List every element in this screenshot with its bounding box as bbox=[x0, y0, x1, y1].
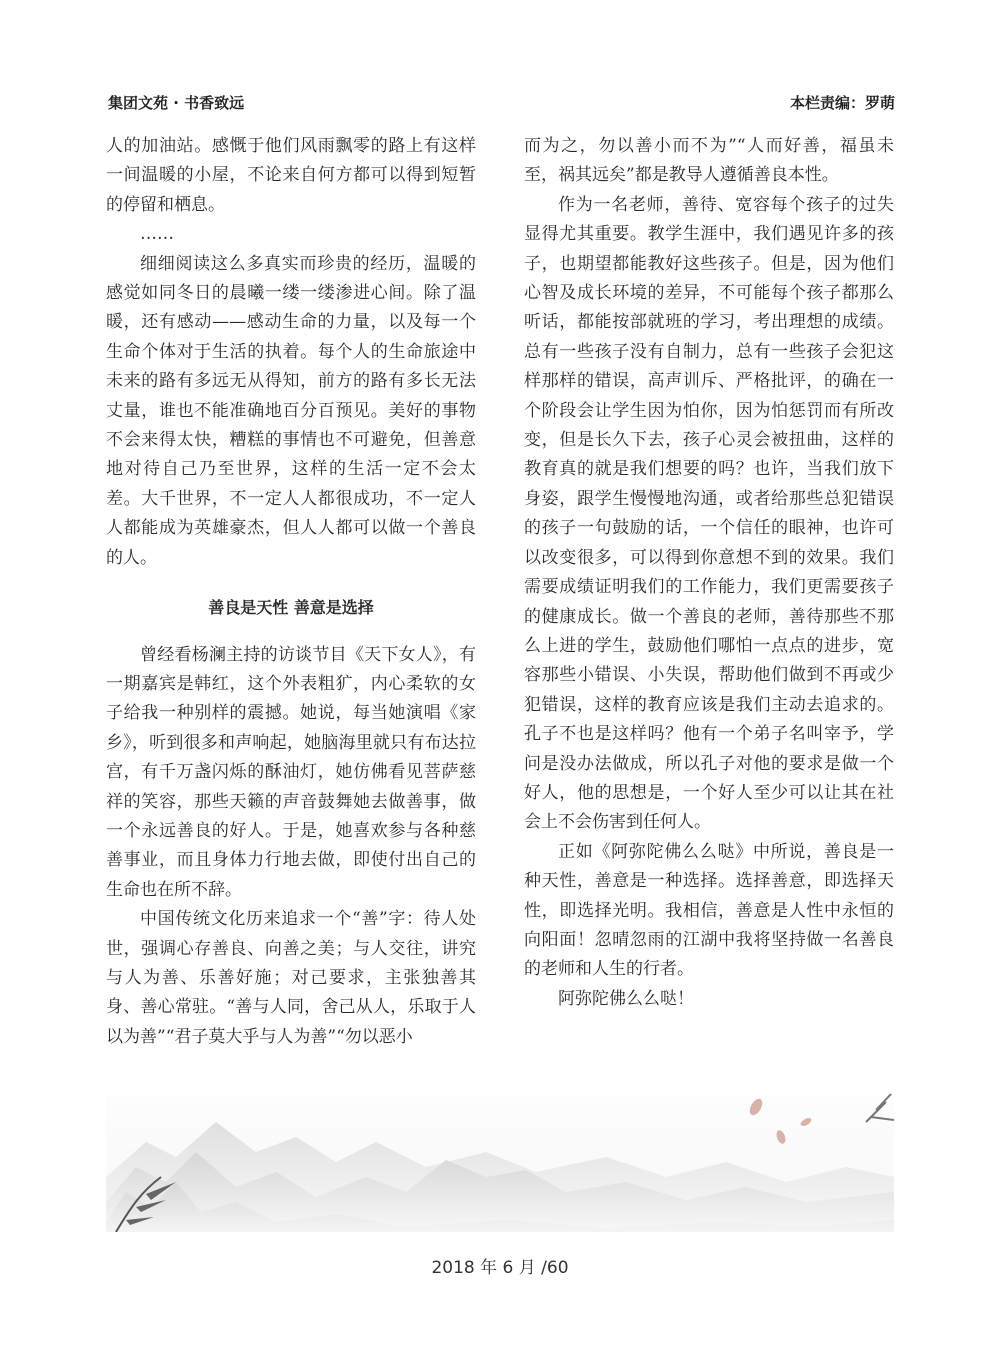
ink-landscape-illustration bbox=[106, 1082, 894, 1232]
paragraph: 正如《阿弥陀佛么么哒》中所说，善良是一种天性，善意是一种选择。选择善意，即选择天性，即选择光明。我相信，善意是人性中永恒的向阳面！忽晴忽雨的江湖中我将坚持做一名善良的老师和人生的行者。 bbox=[524, 841, 894, 980]
paragraph: 而为之，勿以善小而不为”“人而好善，福虽未至，祸其远矣”都是教导人遵循善良本性。 bbox=[524, 136, 894, 186]
paragraph: 曾经看杨澜主持的访谈节目《天下女人》，有一期嘉宾是韩红，这个外表粗犷，内心柔软的女子给我一种别样的震撼。她说，每当她演唱《家乡》，听到很多和声响起，她脑海里就只有布达拉宫，有千万盏闪烁的酥油灯，她仿佛看见菩萨慈祥的笑容，那些天籁的声音鼓舞她去做善事，做一个永远善良的好人。于是，她喜欢参与各种慈善事业，而且身体力行地去做，即使付出自己的生命也在所不辞。 bbox=[106, 644, 476, 900]
right-column bbox=[524, 132, 894, 1014]
section-header: 集团文苑 · 书香致远 bbox=[108, 94, 245, 112]
paragraph: 细细阅读这么多真实而珍贵的经历，温暖的感觉如同冬日的晨曦一缕一缕渗进心间。除了温暖，还有感动——感动生命的力量，以及每一个生命个体对于生活的执着。每个人的生命旅途中未来的路有多远无从得知，前方的路有多长无法丈量，谁也不能准确地百分百预见。美好的事物不会来得太快，糟糕的事情也不可避免，但善意地对待自己乃至世界，这样的生活一定不会太差。大千世界，不一定人人都很成功，不一定人人都能成为英雄豪杰，但人人都可以做一个善良的人。 bbox=[106, 253, 476, 568]
paragraph: 阿弥陀佛么么哒！ bbox=[558, 988, 694, 1009]
page-number: 2018 年 6 月 /60 bbox=[431, 1258, 569, 1278]
paragraph: 人的加油站。感慨于他们风雨飘零的路上有这样一间温暖的小屋，不论来自何方都可以得到短暂的停留和栖息。 bbox=[106, 136, 476, 215]
editor-credit: 本栏责编：罗萌 bbox=[789, 94, 895, 112]
paragraph: 作为一名老师，善待、宽容每个孩子的过失显得尤其重要。教学生涯中，我们遇见许多的孩子，也期望都能教好这些孩子。但是，因为他们心智及成长环境的差异，不可能每个孩子都那么听话，都能按部就班的学习，考出理想的成绩。总有一些孩子没有自制力，总有一些孩子会犯这样那样的错误，高声训斥、严格批评，的确在一个阶段会让学生因为怕你，因为怕惩罚而有所改变，但是长久下去，孩子心灵会被扭曲，这样的教育真的就是我们想要的吗？也许，当我们放下身姿，跟学生慢慢地沟通，或者给那些总犯错误的孩子一句鼓励的话，一个信任的眼神，也许可以改变很多，可以得到你意想不到的效果。我们需要成绩证明我们的工作能力，我们更需要孩子的健康成长。做一个善良的老师，善待那些不那么上进的学生，鼓励他们哪怕一点点的进步，宽容那些小错误、小失误，帮助他们做到不再或少犯错误，这样的教育应该是我们主动去追求的。孔子不也是这样吗？他有一个弟子名叫宰予，学问是没办法做成，所以孔子对他的要求是做一个好人，他的思想是，一个好人至少可以让其在社会上不会伤害到任何人。 bbox=[524, 194, 894, 833]
ellipsis: …… bbox=[140, 224, 174, 245]
section-title: 善良是天性 善意是选择 bbox=[208, 598, 374, 618]
left-column bbox=[106, 132, 476, 1052]
paragraph: 中国传统文化历来追求一个“善”字：待人处世，强调心存善良、向善之美；与人交往，讲究与人为善、乐善好施；对己要求，主张独善其身、善心常驻。“善与人同，舍己从人，乐取于人以为善”“君子莫大乎与人为善”“勿以恶小 bbox=[106, 909, 476, 1047]
